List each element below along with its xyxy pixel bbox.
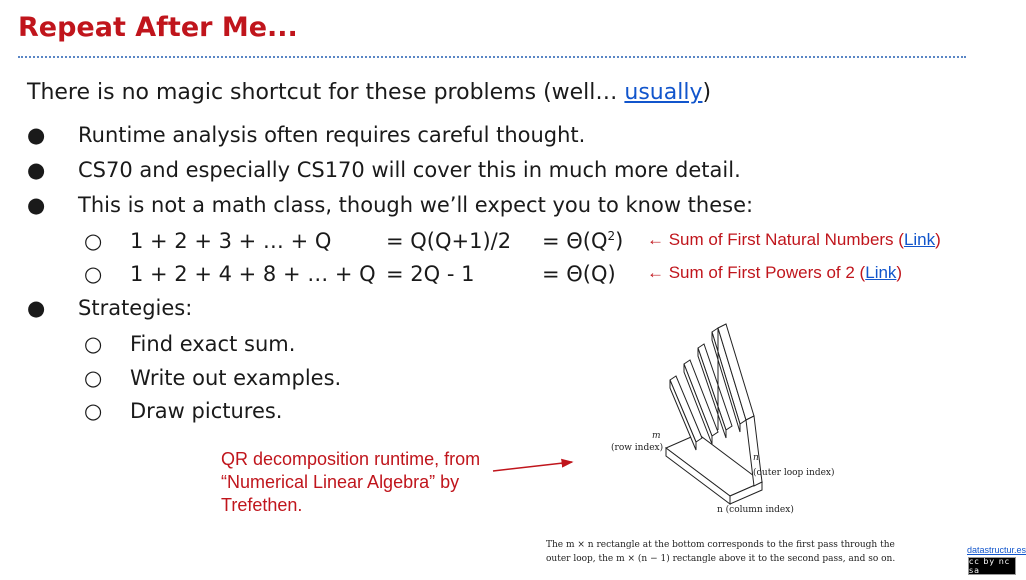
theta-exponent: 2 [607,229,616,243]
bullet-marker: ● [27,193,46,217]
strategy-text: Write out examples. [130,366,342,390]
staircase-diagram [666,324,762,504]
cc-license-badge: cc by nc sa [968,557,1016,575]
label-n: n [753,453,759,463]
figure-caption-line-1: The m × n rectangle at the bottom corresponds to the first pass through the [546,540,895,550]
note-text: ← Sum of First Natural Numbers ( [647,230,904,249]
sub-bullet-marker: ○ [84,262,103,286]
figure-caption [546,538,895,566]
formula-exact: = 2Q - 1 [386,262,475,286]
slide-title: Repeat After Me... [18,12,298,43]
qr-figure [480,320,880,520]
note-close: ) [935,230,941,249]
label-outer-loop: (outer loop index) [753,468,835,478]
bullet-marker: ● [27,123,46,147]
label-row-index: (row index) [611,443,664,453]
note-natural-numbers [647,230,941,250]
bullet-text: This is not a math class, though we’ll expect you to know these: [78,193,754,217]
title-divider [18,56,966,58]
intro-line [27,80,711,105]
sub-bullet-marker: ○ [84,229,103,253]
usually-link[interactable]: usually [624,80,703,105]
formula-exact: = Q(Q+1)/2 [386,229,512,253]
bullet-marker: ● [27,158,46,182]
pointer-arrow [493,462,572,471]
theta-close: ) [615,229,624,253]
intro-text: There is no magic shortcut for these problems (well… [27,80,625,105]
sub-bullet-marker: ○ [84,332,103,356]
note-powers-of-two [647,263,902,283]
strategy-text: Find exact sum. [130,332,296,356]
qr-caption: QR decomposition runtime, from “Numerical Linear Algebra” by Trefethen. [221,449,481,515]
bullet-text: Runtime analysis often requires careful thought. [78,123,586,147]
label-m: m [652,431,661,441]
formula-sum: 1 + 2 + 4 + 8 + … + Q [130,262,376,286]
powers-of-two-link[interactable]: Link [865,263,897,282]
formula-theta: = Θ(Q) [542,262,616,286]
theta-text: = Θ(Q [542,229,608,253]
sub-bullet-marker: ○ [84,366,103,390]
intro-close: ) [702,80,712,105]
bullet-text: CS70 and especially CS170 will cover this in much more detail. [78,158,741,182]
label-column-index: n (column index) [717,505,794,515]
bullet-marker: ● [27,296,46,320]
note-text: ← Sum of First Powers of 2 ( [647,263,866,282]
formula-sum: 1 + 2 + 3 + … + Q [130,229,332,253]
sub-bullet-marker: ○ [84,399,103,423]
note-close: ) [896,263,903,282]
bullet-text: Strategies: [78,296,193,320]
natural-numbers-link[interactable]: Link [903,230,936,249]
formula-theta [542,229,623,253]
site-link[interactable]: datastructur.es [967,545,1026,555]
strategy-text: Draw pictures. [130,399,283,423]
figure-caption-line-2: outer loop, the m × (n − 1) rectangle above it to the second pass, and so on. [546,554,896,564]
